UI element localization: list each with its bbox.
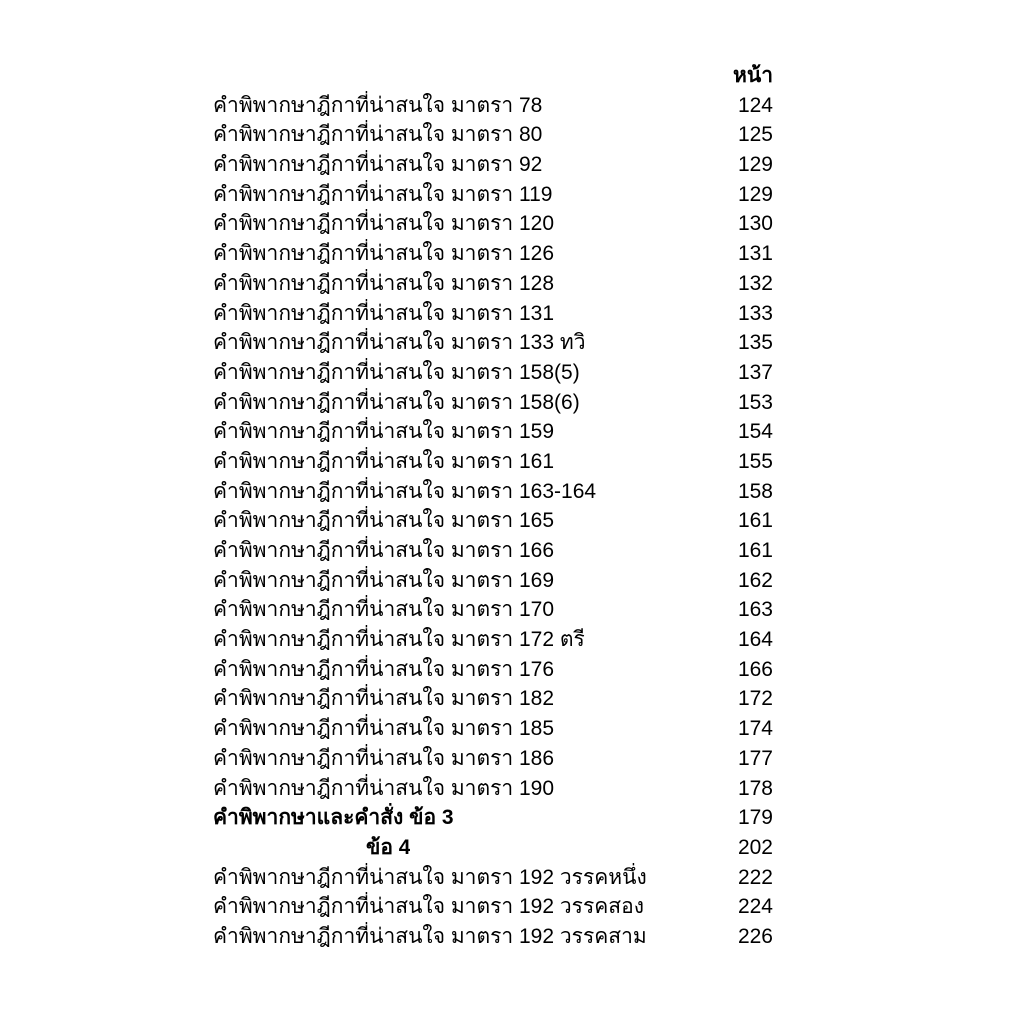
toc-entry-label: คำพิพากษาฎีกาที่น่าสนใจ มาตรา 120 — [213, 212, 555, 236]
toc-entry-label: คำพิพากษาฎีกาที่น่าสนใจ มาตรา 126 — [213, 242, 555, 266]
toc-entry-label: ข้อ 4 — [366, 835, 411, 859]
toc-row — [213, 714, 773, 744]
toc-entry-label: คำพิพากษาฎีกาที่น่าสนใจ มาตรา 158(6) — [213, 390, 580, 414]
toc-row — [213, 388, 773, 418]
toc-entry-label: คำพิพากษาฎีกาที่น่าสนใจ มาตรา 159 — [213, 420, 555, 444]
toc-entry-label: คำพิพากษาฎีกาที่น่าสนใจ มาตรา 176 — [213, 657, 555, 681]
toc-entry-page: 224 — [737, 895, 773, 919]
toc-entry-label: คำพิพากษาฎีกาที่น่าสนใจ มาตรา 185 — [213, 717, 555, 741]
toc-entry-page: 154 — [737, 420, 773, 444]
toc-entry-label: คำพิพากษาฎีกาที่น่าสนใจ มาตรา 119 — [213, 182, 553, 206]
toc-entry-page: 174 — [737, 717, 773, 741]
page-column-header: หน้า — [733, 64, 773, 87]
toc-entry-label: คำพิพากษาฎีกาที่น่าสนใจ มาตรา 92 — [213, 153, 543, 177]
toc-row — [213, 684, 773, 714]
toc-entry-page: 130 — [737, 212, 773, 236]
toc-row — [213, 863, 773, 893]
toc-row — [213, 299, 773, 329]
toc-entry-page: 153 — [737, 390, 773, 414]
toc-entry-page: 132 — [737, 271, 773, 295]
toc-row — [213, 269, 773, 299]
toc-entry-label: คำพิพากษาฎีกาที่น่าสนใจ มาตรา 163-164 — [213, 479, 597, 503]
toc-row — [213, 91, 773, 121]
toc-row — [213, 417, 773, 447]
toc-row — [213, 655, 773, 685]
toc-entry-page: 222 — [737, 865, 773, 889]
toc-entry-label: คำพิพากษาฎีกาที่น่าสนใจ มาตรา 128 — [213, 271, 555, 295]
toc-entry-page: 166 — [737, 657, 773, 681]
toc-entry-page: 158 — [737, 479, 773, 503]
toc-row — [213, 595, 773, 625]
toc-entry-page: 131 — [737, 242, 773, 266]
toc-entry-label: คำพิพากษาฎีกาที่น่าสนใจ มาตรา 165 — [213, 509, 555, 533]
toc-entry-label: คำพิพากษาฎีกาที่น่าสนใจ มาตรา 190 — [213, 776, 555, 800]
table-of-contents — [213, 61, 773, 952]
toc-entry-page: 135 — [737, 331, 773, 355]
toc-row — [213, 566, 773, 596]
toc-entry-label: คำพิพากษาและคำสั่ง ข้อ 3 — [213, 806, 454, 830]
toc-entry-page: 177 — [737, 746, 773, 770]
toc-entry-label: คำพิพากษาฎีกาที่น่าสนใจ มาตรา 80 — [213, 123, 543, 147]
toc-row — [213, 150, 773, 180]
toc-entry-page: 172 — [737, 687, 773, 711]
toc-entry-page: 162 — [737, 568, 773, 592]
toc-row — [213, 506, 773, 536]
toc-entry-label: คำพิพากษาฎีกาที่น่าสนใจ มาตรา 169 — [213, 568, 555, 592]
toc-entry-label: คำพิพากษาฎีกาที่น่าสนใจ มาตรา 161 — [213, 449, 555, 473]
toc-row — [213, 447, 773, 477]
toc-entry-label: คำพิพากษาฎีกาที่น่าสนใจ มาตรา 172 ตรี — [213, 628, 585, 652]
toc-entry-page: 164 — [737, 628, 773, 652]
toc-entry-page: 202 — [737, 835, 773, 859]
toc-entry-label: คำพิพากษาฎีกาที่น่าสนใจ มาตรา 182 — [213, 687, 555, 711]
toc-entry-label: คำพิพากษาฎีกาที่น่าสนใจ มาตรา 78 — [213, 93, 543, 117]
toc-row — [213, 239, 773, 269]
toc-entry-label: คำพิพากษาฎีกาที่น่าสนใจ มาตรา 131 — [213, 301, 555, 325]
toc-entry-page: 137 — [737, 360, 773, 384]
toc-row — [213, 180, 773, 210]
toc-entry-label: คำพิพากษาฎีกาที่น่าสนใจ มาตรา 186 — [213, 746, 555, 770]
toc-entry-page: 129 — [737, 182, 773, 206]
toc-header-row — [213, 61, 773, 91]
toc-entry-page: 179 — [737, 806, 773, 830]
toc-row — [213, 209, 773, 239]
toc-entry-label: คำพิพากษาฎีกาที่น่าสนใจ มาตรา 133 ทวิ — [213, 331, 586, 355]
toc-row — [213, 892, 773, 922]
toc-row — [213, 922, 773, 952]
toc-entry-page: 125 — [737, 123, 773, 147]
toc-entry-page: 161 — [737, 509, 773, 533]
toc-row — [213, 625, 773, 655]
toc-entry-label: คำพิพากษาฎีกาที่น่าสนใจ มาตรา 170 — [213, 598, 555, 622]
toc-entry-page: 161 — [737, 539, 773, 562]
toc-entry-list — [213, 91, 773, 952]
toc-entry-page: 178 — [737, 776, 773, 800]
toc-row — [213, 774, 773, 804]
toc-entry-page: 163 — [737, 598, 773, 622]
toc-row — [213, 477, 773, 507]
toc-entry-page: 124 — [737, 93, 773, 117]
toc-entry-label: คำพิพากษาฎีกาที่น่าสนใจ มาตรา 192 วรรคสาม — [213, 924, 647, 948]
toc-row — [213, 803, 773, 833]
toc-row — [213, 536, 773, 566]
toc-row — [213, 744, 773, 774]
toc-row — [213, 358, 773, 388]
toc-entry-page: 226 — [737, 924, 773, 948]
toc-entry-page: 133 — [737, 301, 773, 325]
toc-entry-page: 129 — [737, 153, 773, 177]
toc-row — [213, 833, 773, 863]
toc-entry-label: คำพิพากษาฎีกาที่น่าสนใจ มาตรา 192 วรรคสอง — [213, 895, 644, 919]
toc-row — [213, 120, 773, 150]
toc-entry-page: 155 — [737, 449, 773, 473]
toc-row — [213, 328, 773, 358]
toc-entry-label: คำพิพากษาฎีกาที่น่าสนใจ มาตรา 158(5) — [213, 360, 580, 384]
toc-entry-label: คำพิพากษาฎีกาที่น่าสนใจ มาตรา 166 — [213, 539, 555, 562]
toc-entry-label: คำพิพากษาฎีกาที่น่าสนใจ มาตรา 192 วรรคหนึ่ง — [213, 865, 647, 889]
